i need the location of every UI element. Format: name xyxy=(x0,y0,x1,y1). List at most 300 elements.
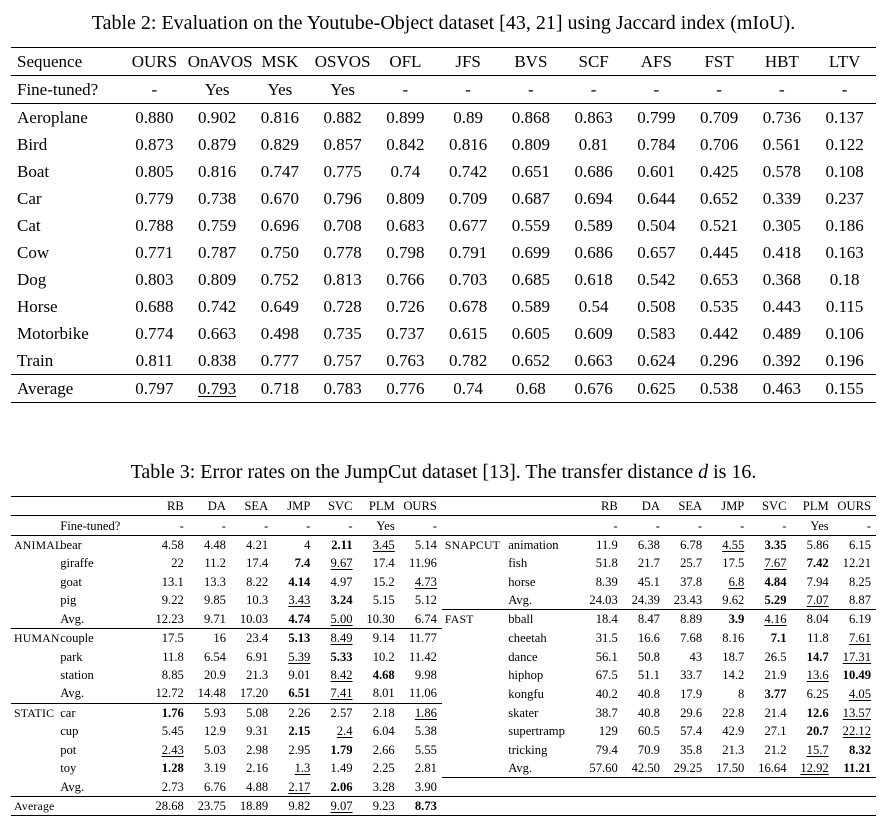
value-cell: 11.8 xyxy=(807,631,829,646)
value-cell: 0.791 xyxy=(449,243,488,262)
value-cell: 5.12 xyxy=(414,593,437,608)
value-cell: 17.20 xyxy=(231,684,273,703)
row-label: cheetah xyxy=(508,631,547,646)
value-cell: 0.442 xyxy=(700,324,739,343)
value-cell: 3.19 xyxy=(203,761,226,776)
table3-row xyxy=(11,648,876,666)
value-cell: 0.868 xyxy=(511,108,550,127)
sequence-label: Motorbike xyxy=(17,324,89,343)
column-header-ltv: LTV xyxy=(813,48,876,76)
value-cell: 6.8 xyxy=(728,574,745,589)
value-cell: 12.92 xyxy=(792,759,834,778)
value-cell: 10.03 xyxy=(231,610,273,629)
value-cell xyxy=(707,778,749,797)
value-cell: 13.6 xyxy=(806,668,829,683)
value-cell: 0.902 xyxy=(198,108,237,127)
value-cell: 23.75 xyxy=(197,799,226,814)
value-cell: 0.498 xyxy=(260,324,299,343)
value-cell: 9.14 xyxy=(372,631,395,646)
value-cell: 40.8 xyxy=(637,705,660,720)
value-cell: 2.4 xyxy=(336,724,353,739)
value-cell: 0.508 xyxy=(637,297,676,316)
value-cell: 56.1 xyxy=(595,649,618,664)
value-cell: 6.91 xyxy=(246,649,269,664)
finetuned-value: - xyxy=(707,516,749,535)
value-cell: 2.43 xyxy=(161,742,184,757)
group-label xyxy=(442,573,506,591)
finetuned-value: - xyxy=(437,76,500,104)
value-cell: 0.615 xyxy=(449,324,488,343)
value-cell: 8.22 xyxy=(246,574,269,589)
column-header-ofl: OFL xyxy=(374,48,437,76)
value-cell: 0.122 xyxy=(825,135,864,154)
column-header-plm: PLM xyxy=(792,497,834,516)
group-label: ANIMAL xyxy=(14,537,63,552)
finetuned-value: Yes xyxy=(249,76,312,104)
finetuned-value: - xyxy=(500,76,563,104)
group-label xyxy=(11,759,58,778)
value-cell: 42.9 xyxy=(722,724,745,739)
value-cell: 12.72 xyxy=(147,684,189,703)
group-label xyxy=(11,722,58,740)
value-cell: 0.778 xyxy=(323,243,362,262)
value-cell: 16 xyxy=(213,631,226,646)
value-cell: 0.796 xyxy=(323,189,362,208)
value-cell: 0.108 xyxy=(825,162,864,181)
value-cell: 5.00 xyxy=(315,610,357,629)
value-cell: 7.61 xyxy=(848,631,871,646)
value-cell: 8.73 xyxy=(414,799,437,814)
table3-caption-text: Table 3: Error rates on the JumpCut dataset [13]. The transfer distance xyxy=(130,461,699,483)
value-cell: 10.49 xyxy=(842,668,871,683)
value-cell: 0.106 xyxy=(825,324,864,343)
row-label: Avg. xyxy=(506,591,580,610)
value-cell: 0.542 xyxy=(637,270,676,289)
value-cell: 4.84 xyxy=(764,574,787,589)
value-cell: 4.97 xyxy=(330,574,353,589)
table3-average-row xyxy=(11,797,876,816)
value-cell: 18.4 xyxy=(595,612,618,627)
value-cell: 6.76 xyxy=(189,778,231,797)
value-cell: 0.115 xyxy=(825,297,864,316)
sequence-label: Horse xyxy=(17,297,58,316)
value-cell: 22.8 xyxy=(722,705,745,720)
value-cell: 24.03 xyxy=(581,591,623,610)
value-cell: 23.4 xyxy=(246,631,269,646)
value-cell: 0.657 xyxy=(637,243,676,262)
spacer-cell xyxy=(442,516,506,535)
value-cell: 0.54 xyxy=(578,297,609,316)
value-cell: 2.66 xyxy=(372,742,395,757)
row-label: Avg. xyxy=(58,610,146,629)
value-cell: 0.443 xyxy=(762,297,801,316)
table2-caption: Table 2: Evaluation on the Youtube-Object dataset [43, 21] using Jaccard index (mIoU). xyxy=(91,12,796,34)
table3-row xyxy=(11,703,876,722)
value-cell: 2.95 xyxy=(288,742,311,757)
column-header-rb: RB xyxy=(147,497,189,516)
row-label: station xyxy=(60,668,94,683)
finetuned-value: - xyxy=(374,76,437,104)
group-label: HUMAN xyxy=(14,631,60,646)
value-cell: 51.8 xyxy=(595,556,618,571)
value-cell: 0.686 xyxy=(574,243,613,262)
value-cell: 11.8 xyxy=(162,649,184,664)
value-cell: 5.13 xyxy=(288,631,311,646)
value-cell: 13.1 xyxy=(161,574,184,589)
table3-row xyxy=(11,554,876,572)
row-label: pig xyxy=(60,593,77,608)
column-header-scf: SCF xyxy=(562,48,625,76)
value-cell: 0.425 xyxy=(700,162,739,181)
value-cell: 8.85 xyxy=(161,668,184,683)
table3-caption-variable-d: d xyxy=(698,461,709,483)
value-cell: 0.788 xyxy=(135,216,174,235)
value-cell: 5.45 xyxy=(161,724,184,739)
finetuned-value: - xyxy=(623,516,665,535)
table2-header-row xyxy=(11,48,876,76)
value-cell: 9.23 xyxy=(372,799,395,814)
value-cell xyxy=(749,778,791,797)
finetuned-value: - xyxy=(834,516,876,535)
value-cell: 0.137 xyxy=(825,108,864,127)
value-cell: 18.89 xyxy=(239,799,269,814)
value-cell: 4.73 xyxy=(414,574,437,589)
column-header-sequence: Sequence xyxy=(11,48,123,76)
value-cell: 6.25 xyxy=(806,686,829,701)
value-cell: 0.196 xyxy=(813,347,876,375)
sequence-label: Car xyxy=(17,189,42,208)
table2-row-boat xyxy=(11,158,876,185)
value-cell: 9.85 xyxy=(203,593,226,608)
value-cell: 8.01 xyxy=(358,684,400,703)
table3-row xyxy=(11,684,876,703)
finetuned-value: - xyxy=(189,516,231,535)
value-cell: 12.21 xyxy=(842,556,871,571)
finetuned-value: - xyxy=(625,76,688,104)
group-label: STATIC xyxy=(14,705,55,720)
column-header-da: DA xyxy=(189,497,231,516)
value-cell: 31.5 xyxy=(595,631,618,646)
value-cell: 0.879 xyxy=(198,135,237,154)
value-cell: 11.21 xyxy=(834,759,876,778)
value-cell: 0.535 xyxy=(700,297,739,316)
value-cell: 5.08 xyxy=(246,705,269,720)
value-cell: 0.787 xyxy=(198,243,237,262)
row-label: car xyxy=(60,705,76,720)
value-cell: 0.757 xyxy=(311,347,374,375)
value-cell: 7.41 xyxy=(315,684,357,703)
row-label: Avg. xyxy=(506,759,580,778)
group-label xyxy=(11,740,58,758)
value-cell: 8.42 xyxy=(330,668,353,683)
value-cell: 9.71 xyxy=(189,610,231,629)
value-cell: 0.677 xyxy=(449,216,488,235)
value-cell: 2.98 xyxy=(246,742,269,757)
value-cell: 7.1 xyxy=(770,631,787,646)
value-cell: 25.7 xyxy=(680,556,703,571)
value-cell: 8 xyxy=(738,686,745,701)
value-cell: 0.775 xyxy=(323,162,362,181)
value-cell: 60.5 xyxy=(637,724,660,739)
finetuned-value: - xyxy=(147,516,189,535)
value-cell: 12.6 xyxy=(806,705,829,720)
table3-row xyxy=(11,759,876,778)
value-cell: 43 xyxy=(689,649,703,664)
value-cell: 1.86 xyxy=(414,705,437,720)
table2-row-cow xyxy=(11,239,876,266)
value-cell: 0.686 xyxy=(574,162,613,181)
finetuned-value: - xyxy=(665,516,707,535)
value-cell: 9.31 xyxy=(246,724,269,739)
value-cell: 0.805 xyxy=(135,162,174,181)
value-cell: 23.43 xyxy=(665,591,707,610)
value-cell: 6.54 xyxy=(203,649,226,664)
finetuned-value: - xyxy=(315,516,357,535)
value-cell: 57.60 xyxy=(581,759,623,778)
value-cell: 0.339 xyxy=(762,189,801,208)
value-cell: 17.4 xyxy=(372,556,395,571)
group-label xyxy=(442,666,506,684)
value-cell xyxy=(792,778,834,797)
value-cell: 0.803 xyxy=(135,270,174,289)
value-cell: 0.809 xyxy=(198,270,237,289)
value-cell: 21.3 xyxy=(246,668,269,683)
value-cell: 11.9 xyxy=(596,537,618,552)
value-cell: 4.48 xyxy=(203,537,226,552)
value-cell: 3.77 xyxy=(764,686,787,701)
value-cell: 0.809 xyxy=(386,189,425,208)
group-label xyxy=(442,703,506,722)
finetuned-value: - xyxy=(400,516,442,535)
value-cell: 7.07 xyxy=(792,591,834,610)
row-label: hiphop xyxy=(508,668,544,683)
column-header-jmp: JMP xyxy=(707,497,749,516)
value-cell: 6.38 xyxy=(637,537,660,552)
row-label: toy xyxy=(60,761,77,776)
row-label: tricking xyxy=(508,742,548,757)
value-cell: 22 xyxy=(171,556,184,571)
table2-row-dog xyxy=(11,266,876,293)
value-cell: 0.538 xyxy=(700,379,739,398)
value-cell: 7.67 xyxy=(764,556,787,571)
value-cell: 29.6 xyxy=(680,705,703,720)
value-cell: 0.155 xyxy=(825,379,864,398)
value-cell: 4.68 xyxy=(372,668,395,683)
table2-body xyxy=(11,104,876,403)
value-cell: 79.4 xyxy=(595,742,618,757)
value-cell: 129 xyxy=(598,724,618,739)
value-cell: 28.68 xyxy=(155,799,184,814)
table3-row xyxy=(11,629,876,648)
value-cell: 9.22 xyxy=(161,593,184,608)
row-label: fish xyxy=(508,556,528,571)
row-label: pot xyxy=(60,742,77,757)
group-label xyxy=(11,591,58,610)
value-cell: 16.64 xyxy=(749,759,791,778)
column-header-sea: SEA xyxy=(231,497,273,516)
value-cell: 0.678 xyxy=(449,297,488,316)
value-cell: 0.649 xyxy=(260,297,299,316)
value-cell: 0.392 xyxy=(751,347,814,375)
value-cell: 14.48 xyxy=(189,684,231,703)
value-cell: 38.7 xyxy=(595,705,618,720)
value-cell: 0.237 xyxy=(825,189,864,208)
row-label: couple xyxy=(60,631,94,646)
row-label: bball xyxy=(508,612,534,627)
value-cell: 0.305 xyxy=(762,216,801,235)
row-label: cup xyxy=(60,724,79,739)
value-cell: 0.703 xyxy=(449,270,488,289)
group-label xyxy=(11,573,58,591)
table2 xyxy=(11,47,876,403)
table3-row xyxy=(11,722,876,740)
value-cell: 0.799 xyxy=(637,108,676,127)
value-cell: 0.583 xyxy=(637,324,676,343)
value-cell: 4.74 xyxy=(273,610,315,629)
sequence-label: Train xyxy=(11,347,123,375)
value-cell: 0.696 xyxy=(260,216,299,235)
column-header-jmp: JMP xyxy=(273,497,315,516)
table3-row xyxy=(11,666,876,684)
row-label: goat xyxy=(60,574,82,589)
finetuned-value: - xyxy=(813,76,876,104)
spacer-cell xyxy=(442,797,876,816)
value-cell: 20.7 xyxy=(806,724,829,739)
value-cell: 0.618 xyxy=(574,270,613,289)
value-cell: 21.7 xyxy=(637,556,660,571)
table2-row-train xyxy=(11,347,876,375)
table3-caption-suffix: is 16. xyxy=(708,461,757,483)
value-cell: 10.2 xyxy=(372,649,395,664)
value-cell: 35.8 xyxy=(680,742,703,757)
value-cell: 5.33 xyxy=(330,649,353,664)
value-cell: 0.742 xyxy=(198,297,237,316)
value-cell: 2.57 xyxy=(330,705,353,720)
value-cell: 9.07 xyxy=(330,799,353,814)
column-header-plm: PLM xyxy=(358,497,400,516)
spacer-cell xyxy=(506,497,580,516)
value-cell: 0.863 xyxy=(574,108,613,127)
value-cell: 5.55 xyxy=(414,742,437,757)
value-cell: 2.17 xyxy=(273,778,315,797)
table2-head xyxy=(11,48,876,104)
value-cell: 5.15 xyxy=(372,593,395,608)
finetuned-label: Fine-tuned? xyxy=(58,516,146,535)
value-cell: 7.42 xyxy=(806,556,829,571)
value-cell: 1.3 xyxy=(294,761,311,776)
value-cell: 17.31 xyxy=(842,649,871,664)
value-cell xyxy=(581,778,623,797)
spacer-cell xyxy=(58,497,146,516)
value-cell: 0.798 xyxy=(386,243,425,262)
group-label xyxy=(442,778,506,797)
value-cell: 5.29 xyxy=(749,591,791,610)
value-cell: 2.26 xyxy=(288,705,311,720)
value-cell: 0.728 xyxy=(323,297,362,316)
value-cell: 2.15 xyxy=(288,724,311,739)
value-cell: 0.774 xyxy=(135,324,174,343)
value-cell: 3.43 xyxy=(288,593,311,608)
value-cell: 17.5 xyxy=(161,631,184,646)
value-cell: 0.738 xyxy=(198,189,237,208)
row-label xyxy=(506,778,580,797)
column-header-fst: FST xyxy=(688,48,751,76)
value-cell: 8.39 xyxy=(595,574,618,589)
value-cell: 0.296 xyxy=(688,347,751,375)
value-cell: 0.857 xyxy=(323,135,362,154)
value-cell: 9.82 xyxy=(288,799,311,814)
finetuned-value: Yes xyxy=(358,516,400,535)
value-cell: 11.2 xyxy=(204,556,226,571)
value-cell xyxy=(834,778,876,797)
value-cell: 17.4 xyxy=(246,556,269,571)
spacer-cell xyxy=(11,516,58,535)
value-cell: 21.2 xyxy=(764,742,787,757)
value-cell: 0.694 xyxy=(574,189,613,208)
value-cell: 0.609 xyxy=(574,324,613,343)
sequence-label: Cat xyxy=(17,216,41,235)
value-cell: 0.777 xyxy=(249,347,312,375)
value-cell: 10.3 xyxy=(246,593,269,608)
value-cell: 10.30 xyxy=(358,610,400,629)
value-cell: 0.687 xyxy=(511,189,550,208)
value-cell: 0.783 xyxy=(323,379,362,398)
value-cell: 0.709 xyxy=(449,189,488,208)
group-label xyxy=(442,648,506,666)
value-cell: 4.16 xyxy=(764,612,787,627)
group-label xyxy=(11,554,58,572)
finetuned-value: - xyxy=(231,516,273,535)
column-header-afs: AFS xyxy=(625,48,688,76)
value-cell: 0.653 xyxy=(700,270,739,289)
group-label: SNAPCUT xyxy=(444,537,501,552)
value-cell: 0.445 xyxy=(700,243,739,262)
value-cell: 0.809 xyxy=(511,135,550,154)
value-cell: 0.816 xyxy=(449,135,488,154)
value-cell: 0.759 xyxy=(198,216,237,235)
table3-row xyxy=(11,573,876,591)
value-cell xyxy=(623,778,665,797)
value-cell: 0.601 xyxy=(637,162,676,181)
sequence-label: Aeroplane xyxy=(17,108,88,127)
value-cell: 20.9 xyxy=(203,668,226,683)
value-cell: 4.21 xyxy=(246,537,269,552)
value-cell xyxy=(665,778,707,797)
value-cell: 0.793 xyxy=(198,379,237,398)
value-cell: 57.4 xyxy=(680,724,703,739)
row-label: horse xyxy=(508,574,536,589)
value-cell: 11.06 xyxy=(400,684,442,703)
value-cell: 14.7 xyxy=(806,649,829,664)
group-label xyxy=(442,740,506,758)
value-cell: 0.625 xyxy=(637,379,676,398)
table3-row xyxy=(11,778,876,797)
average-label: Average xyxy=(17,379,74,398)
value-cell: 0.683 xyxy=(386,216,425,235)
group-label xyxy=(11,648,58,666)
value-cell: 0.89 xyxy=(453,108,483,127)
value-cell: 0.652 xyxy=(700,189,739,208)
value-cell: 0.68 xyxy=(516,379,546,398)
group-label xyxy=(11,684,58,703)
value-cell: 5.86 xyxy=(806,537,829,552)
finetuned-value: - xyxy=(123,76,186,104)
value-cell: 0.873 xyxy=(135,135,174,154)
table2-row-car xyxy=(11,185,876,212)
value-cell: 0.685 xyxy=(511,270,550,289)
value-cell: 8.87 xyxy=(834,591,876,610)
value-cell: 7.4 xyxy=(294,556,311,571)
